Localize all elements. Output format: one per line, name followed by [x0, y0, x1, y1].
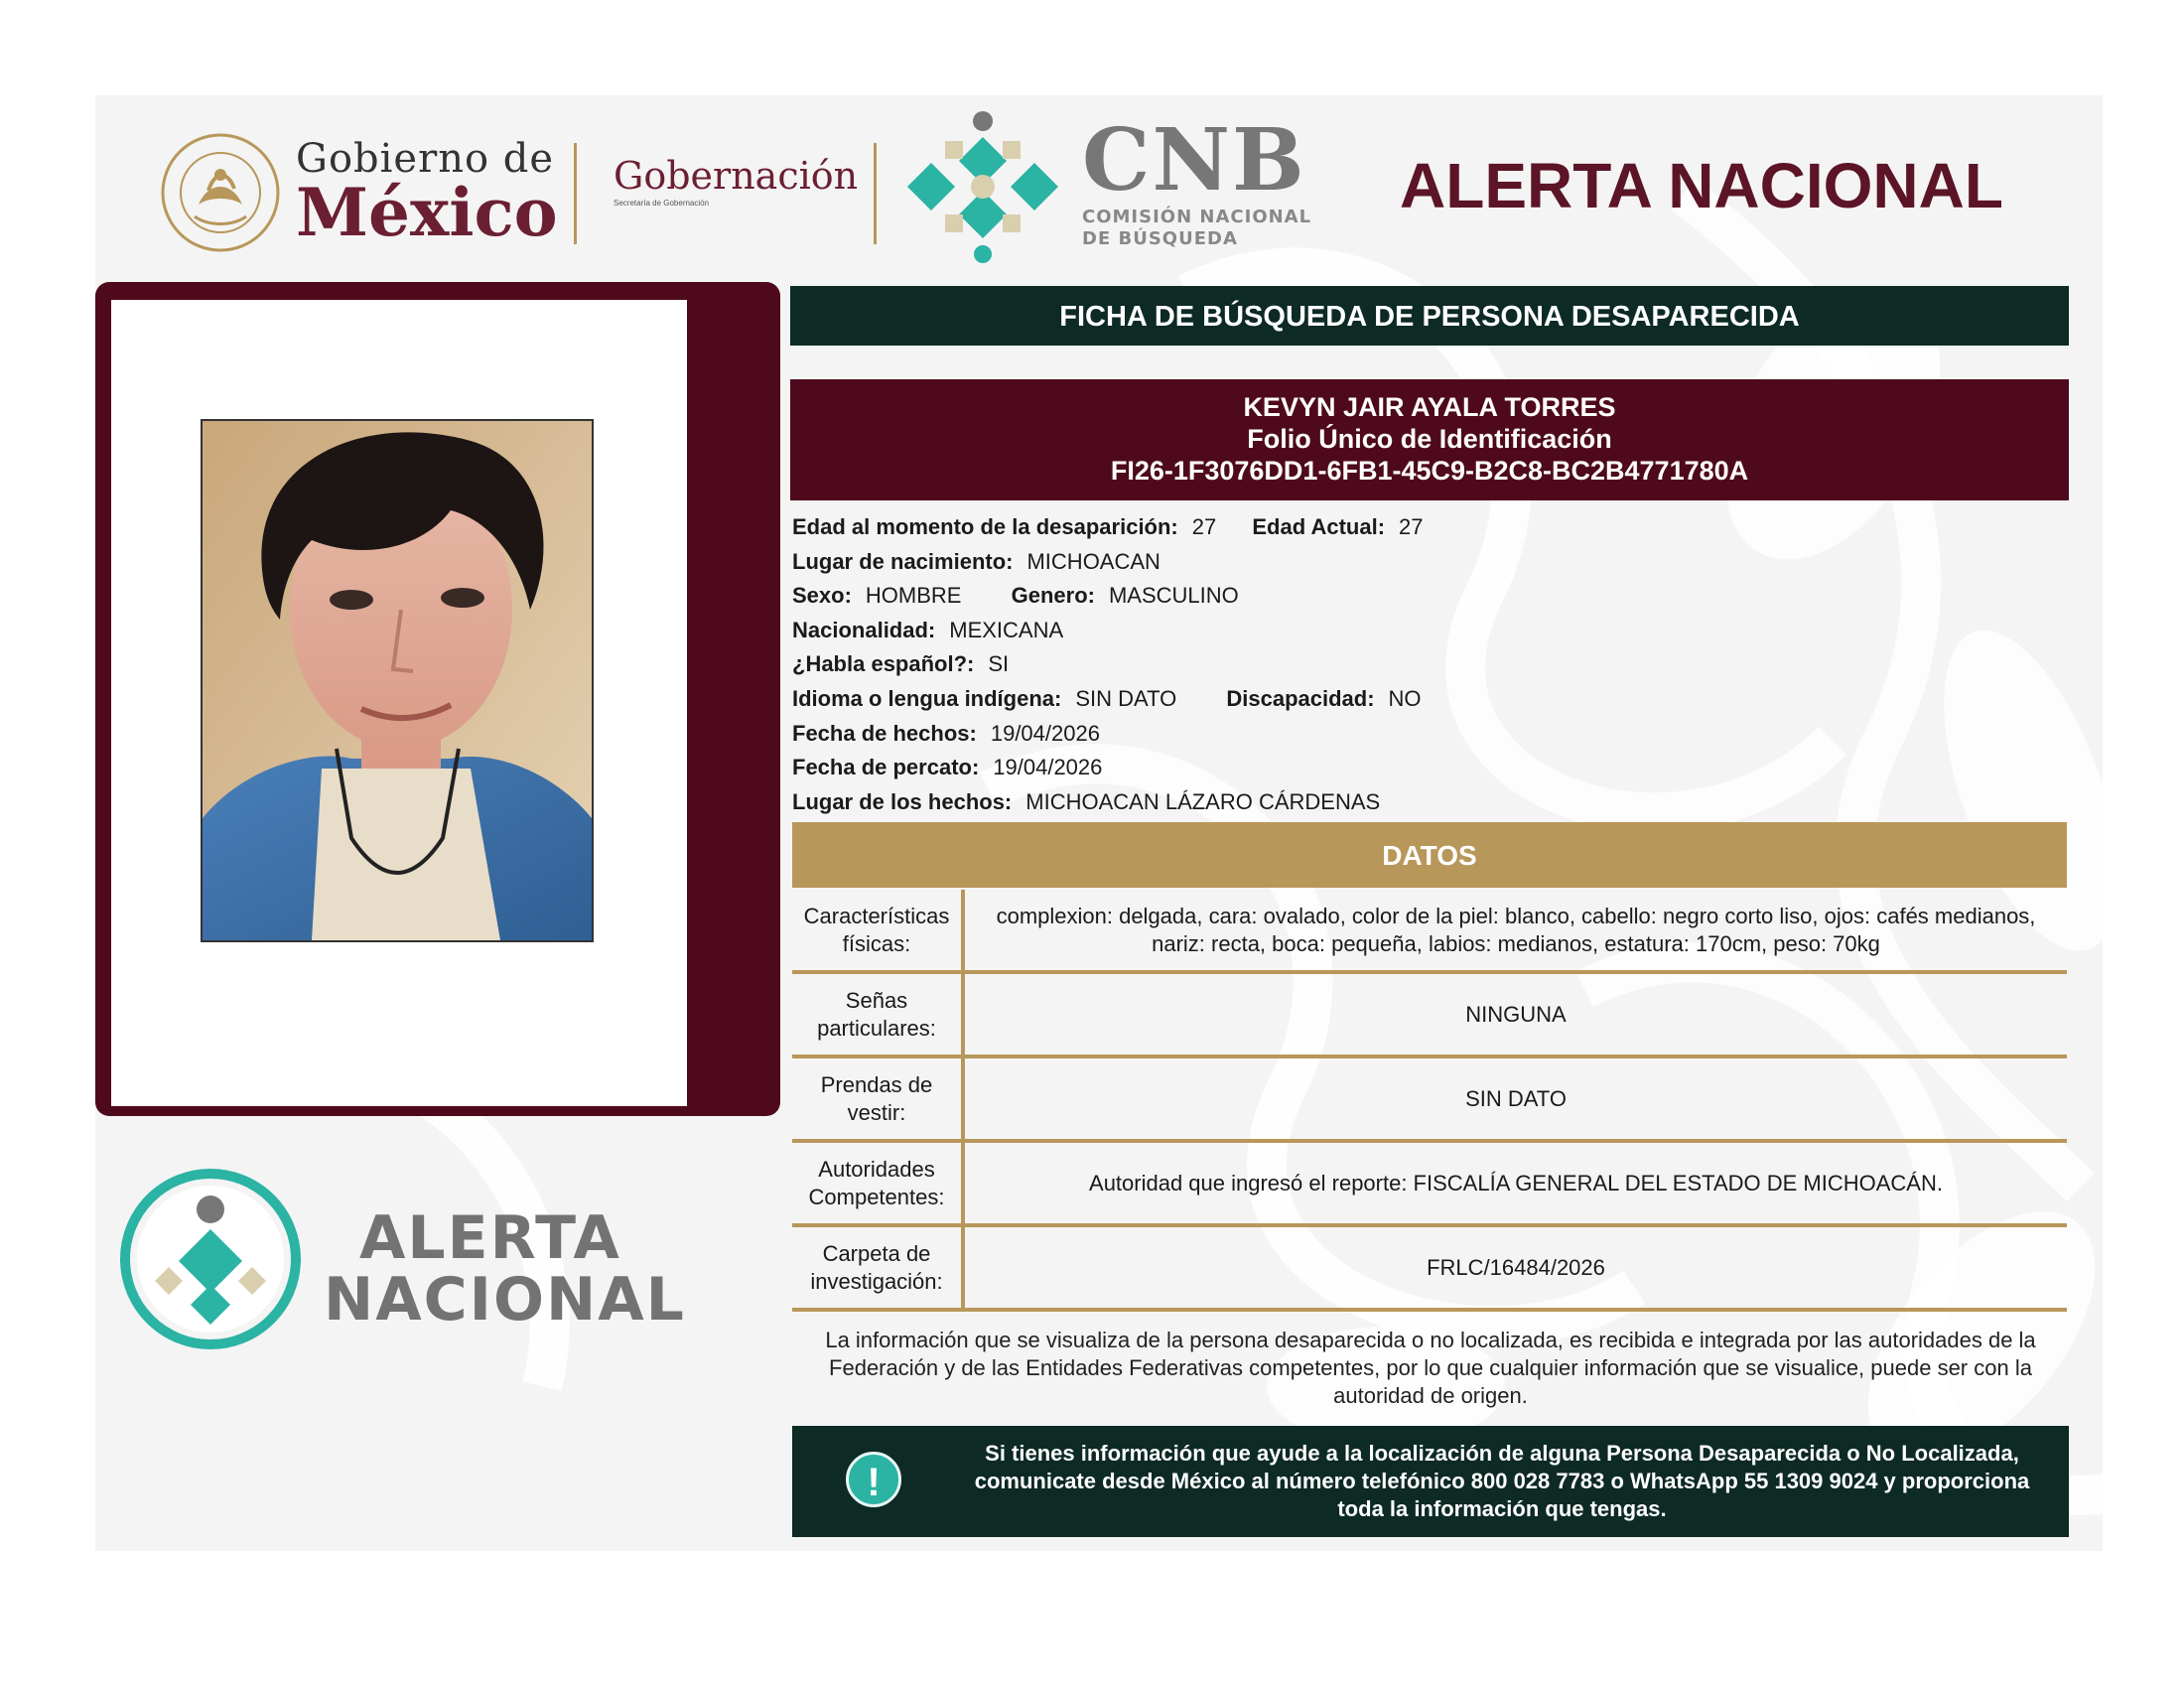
person-fields — [792, 510, 2063, 819]
field-row-fecha-percato — [792, 751, 2063, 785]
datos-label: Autoridades Competentes: — [792, 1141, 963, 1225]
alerta-word: ALERTA — [359, 1203, 621, 1273]
cnb-wordmark — [1082, 110, 1312, 250]
edad-desap-value: 27 — [1191, 514, 1217, 539]
person-name-box — [790, 379, 2069, 500]
sexo-label: Sexo: — [792, 583, 852, 609]
edad-actual-value: 27 — [1399, 514, 1424, 539]
edad-actual-label: Edad Actual: — [1252, 514, 1386, 539]
datos-value: NINGUNA — [963, 972, 2067, 1056]
table-row — [792, 890, 2067, 972]
datos-value: SIN DATO — [963, 1056, 2067, 1141]
lugar-hechos-label: Lugar de los hechos: — [792, 788, 1013, 814]
table-row — [792, 1141, 2067, 1225]
datos-table — [792, 890, 2067, 1312]
lugar-nac-value: MICHOACAN — [1026, 548, 1160, 574]
fecha-percato-label: Fecha de percato: — [792, 755, 980, 780]
discapacidad-value: NO — [1388, 685, 1422, 711]
alerta-nacional-wordmark — [324, 1203, 686, 1335]
sheet-title: FICHA DE BÚSQUEDA DE PERSONA DESAPARECIDA — [790, 286, 2069, 346]
header-divider — [574, 143, 577, 244]
gobierno-line2: México — [296, 174, 558, 251]
exclamation-icon: ! — [846, 1452, 901, 1507]
field-row-espanol — [792, 647, 2063, 682]
alerta-nacional-logo-icon — [119, 1168, 302, 1350]
contact-banner — [792, 1426, 2069, 1537]
sexo-value: HOMBRE — [865, 583, 962, 609]
lugar-nac-label: Lugar de nacimiento: — [792, 548, 1014, 574]
datos-header: DATOS — [792, 822, 2067, 888]
mexico-seal-icon — [159, 131, 282, 254]
person-photo — [201, 419, 594, 942]
nacional-word: NACIONAL — [324, 1265, 686, 1335]
person-name: KEVYN JAIR AYALA TORRES — [1243, 392, 1616, 422]
cnb-line1: COMISIÓN NACIONAL — [1082, 207, 1312, 227]
header-divider — [874, 143, 877, 244]
field-row-nacionalidad — [792, 614, 2063, 648]
disclaimer-text: La información que se visualiza de la persona desaparecida o no localizada, es recibida e integrada por las autoridades de la Federación y de las Entidades Federativas competentes, por lo que cualquier información que se visualice, puede ser con la autoridad de origen. — [825, 1328, 2036, 1408]
datos-value: FRLC/16484/2026 — [963, 1225, 2067, 1310]
edad-desap-label: Edad al momento de la desaparición: — [792, 514, 1178, 539]
gobierno-line1: Gobierno de — [296, 136, 555, 182]
contact-text: Si tienes información que ayude a la localización de alguna Persona Desaparecida o No Localizada, comunicate desde México al número telefónico 800 028 7783 o WhatsApp 55 1309 9024 y proporciona toda la información que tengas. — [974, 1441, 2030, 1521]
gobernacion-logo — [614, 155, 858, 208]
field-row-idioma — [792, 682, 2063, 717]
datos-label: Señas particulares: — [792, 972, 963, 1056]
datos-label: Prendas de vestir: — [792, 1056, 963, 1141]
field-row-fecha-hechos — [792, 717, 2063, 752]
espanol-label: ¿Habla español?: — [792, 651, 975, 677]
nacionalidad-label: Nacionalidad: — [792, 617, 936, 642]
cnb-title: CNB — [1082, 110, 1306, 211]
alerta-nacional-title: ALERTA NACIONAL — [1400, 150, 2003, 221]
fecha-hechos-label: Fecha de hechos: — [792, 720, 977, 746]
lugar-hechos-value: MICHOACAN LÁZARO CÁRDENAS — [1025, 788, 1381, 814]
table-row — [792, 1056, 2067, 1141]
cnb-line2: DE BÚSQUEDA — [1082, 228, 1238, 249]
gobierno-de-mexico-logo — [296, 136, 564, 251]
genero-value: MASCULINO — [1108, 583, 1239, 609]
idioma-label: Idioma o lengua indígena: — [792, 685, 1062, 711]
field-row-lugar-hechos — [792, 785, 2063, 820]
fecha-percato-value: 19/04/2026 — [993, 755, 1103, 780]
nacionalidad-value: MEXICANA — [949, 617, 1064, 642]
field-row-lugar-nac — [792, 545, 2063, 580]
idioma-value: SIN DATO — [1075, 685, 1177, 711]
table-row — [792, 972, 2067, 1056]
gobernacion-title: Gobernación — [614, 154, 859, 198]
folio-value: FI26-1F3076DD1-6FB1-45C9-B2C8-BC2B4771780A — [1110, 456, 1749, 486]
datos-value: Autoridad que ingresó el reporte: FISCALÍA GENERAL DEL ESTADO DE MICHOACÁN. — [963, 1141, 2067, 1225]
table-row — [792, 1225, 2067, 1310]
genero-label: Genero: — [1011, 583, 1095, 609]
fecha-hechos-value: 19/04/2026 — [990, 720, 1100, 746]
folio-label: Folio Único de Identificación — [1247, 424, 1612, 454]
datos-label: Características físicas: — [792, 890, 963, 972]
discapacidad-label: Discapacidad: — [1226, 685, 1375, 711]
field-row-sexo — [792, 579, 2063, 614]
cnb-logo-icon — [903, 107, 1062, 266]
datos-label: Carpeta de investigación: — [792, 1225, 963, 1310]
datos-value: complexion: delgada, cara: ovalado, color de la piel: blanco, cabello: negro corto liso, ojos: cafés medianos, nariz: recta, boca: pequeña, labios: medianos, estatura: 170cm, peso: 70kg — [963, 890, 2067, 972]
field-row-edad — [792, 510, 2063, 545]
espanol-value: SI — [988, 651, 1010, 677]
gobernacion-subtitle: Secretaría de Gobernación — [614, 199, 710, 208]
